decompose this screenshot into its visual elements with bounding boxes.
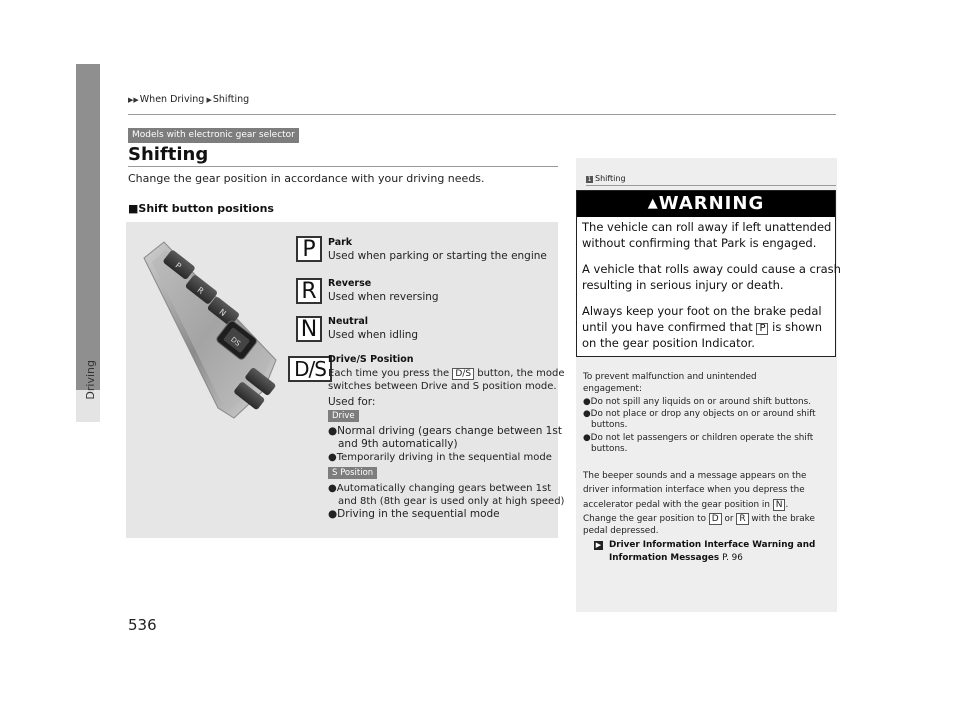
breadcrumb (128, 94, 249, 105)
drive-bullet-1: ●Normal driving (gears change between 1st (328, 425, 562, 437)
reverse-gear-icon: R (296, 278, 322, 304)
notes-header: 1 Shifting (587, 174, 626, 183)
note-bullet: ●Do not spill any liquids on or around shift buttons. (583, 397, 812, 407)
park-gear-icon: P (296, 236, 322, 262)
shift-button-figure (126, 222, 565, 538)
warning-line: Always keep your foot on the brake pedal (582, 304, 822, 318)
model-badge: Models with electronic gear selector (128, 128, 299, 143)
note-bullet: ●Do not place or drop any objects on or around shift (583, 409, 816, 419)
header-divider (128, 114, 836, 115)
reverse-key-icon: R (736, 513, 748, 525)
breadcrumb-item-when-driving[interactable]: When Driving (139, 94, 205, 105)
park-key-icon: P (756, 323, 768, 335)
neutral-key-icon: N (773, 499, 786, 511)
page-title: Shifting (128, 144, 209, 165)
warning-line: without confirming that Park is engaged. (582, 236, 817, 250)
drive-s-title: Drive/S Position (328, 354, 414, 365)
svg-text:P: P (173, 260, 183, 271)
gear-selector-illustration (136, 240, 286, 430)
breadcrumb-arrow-icon: ▶ (204, 96, 212, 104)
s-position-bullet-1: ●Automatically changing gears between 1st (328, 483, 552, 494)
park-title: Park (328, 237, 353, 248)
cross-reference-link[interactable]: Driver Information Interface Warning and (609, 540, 816, 550)
drive-bullet-1-cont: and 9th automatically) (338, 438, 458, 450)
note-para2-line: The beeper sounds and a message appears on the (583, 471, 807, 481)
ds-key-icon: D/S (452, 368, 474, 380)
s-position-bullet-1-cont: and 8th (8th gear is used only at high speed) (338, 496, 565, 507)
svg-text:N: N (217, 307, 228, 319)
drive-mode-tag: Drive (328, 410, 359, 422)
page-number: 536 (128, 616, 157, 634)
reverse-desc: Used when reversing (328, 291, 439, 303)
cross-reference-arrow-icon: ▶ (595, 541, 602, 549)
neutral-gear-icon: N (296, 316, 322, 342)
drive-s-desc-line2: switches between Drive and S position mode. (328, 381, 557, 392)
title-divider (128, 166, 558, 167)
cross-reference-link-line2[interactable]: Information Messages P. 96 (609, 553, 743, 563)
warning-triangle-icon: ▲ (647, 196, 659, 211)
note-para1-line: To prevent malfunction and unintended (583, 372, 757, 382)
reverse-title: Reverse (328, 278, 372, 289)
drive-bullet-2: ●Temporarily driving in the sequential mode (328, 452, 552, 463)
drive-s-desc-line1: Each time you press the D/S button, the mode (328, 368, 565, 379)
neutral-desc: Used when idling (328, 329, 419, 341)
breadcrumb-arrow-icon: ▶▶ (128, 96, 139, 104)
svg-text:R: R (195, 285, 206, 296)
warning-box (576, 190, 841, 357)
warning-heading: ▲WARNING (577, 191, 835, 217)
section-heading: ■Shift button positions (128, 202, 274, 215)
warning-line: The vehicle can roll away if left unattended (582, 220, 832, 234)
note-para2-line: pedal depressed. (583, 526, 659, 536)
svg-text:DS: DS (229, 335, 242, 348)
warning-line: on the gear position Indicator. (582, 336, 755, 350)
note-para2-line: Change the gear position to D or R with the brake (583, 514, 815, 524)
warning-line: A vehicle that rolls away could cause a crash (582, 262, 841, 276)
reference-marker-icon: 1 (587, 176, 592, 183)
note-bullet-cont: buttons. (591, 444, 628, 454)
park-desc: Used when parking or starting the engine (328, 250, 547, 262)
note-para2-line: accelerator pedal with the gear position in N . (583, 500, 789, 510)
s-position-bullet-2: ●Driving in the sequential mode (328, 508, 500, 520)
s-position-mode-tag: S Position (328, 467, 377, 479)
notes-divider (586, 185, 836, 186)
chapter-tab-marker (76, 64, 100, 390)
drive-s-gear-icon: D/S (288, 356, 332, 382)
note-bullet: ●Do not let passengers or children operate the shift (583, 433, 814, 443)
intro-text: Change the gear position in accordance with your driving needs. (128, 172, 485, 185)
neutral-title: Neutral (328, 316, 369, 327)
warning-line: until you have confirmed that P is shown (582, 320, 822, 334)
warning-line: resulting in serious injury or death. (582, 278, 784, 292)
drive-key-icon: D (709, 513, 722, 525)
note-bullet-cont: buttons. (591, 420, 628, 430)
cross-reference-page: P. 96 (722, 553, 743, 563)
note-para1-line: engagement: (583, 384, 642, 394)
note-para2-line: driver information interface when you depress the (583, 485, 805, 495)
used-for-label: Used for: (328, 396, 376, 408)
chapter-label: Driving (84, 360, 97, 400)
breadcrumb-item-shifting[interactable]: Shifting (212, 94, 250, 105)
